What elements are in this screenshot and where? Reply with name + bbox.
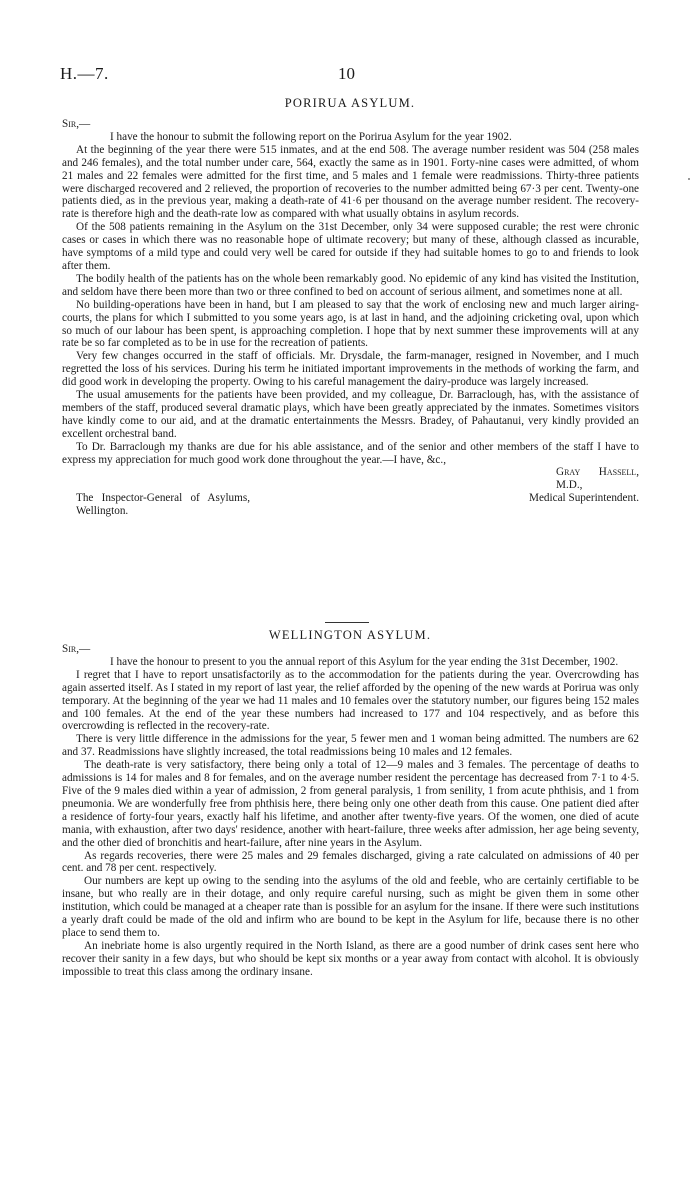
porirua-paragraph: Of the 508 patients remaining in the Asylum on the 31st December, only 34 were supposed curable; the rest were chronic cases or cases in which there was no reasonable hope of ultimate recovery; but many of these, although classed as incurable, have symptoms of a mild type and could very well be cared for outside if they had suitable homes to go to and friends to look after them. xyxy=(62,221,639,272)
porirua-paragraph: At the beginning of the year there were 515 inmates, and at the end 508. The average number resident was 504 (258 males and 246 females), and the total number under care, 564, exactly the same as in 1901. Forty-nine cases were admitted, of whom 21 males and 22 females were admitted for the first time, and 5 males and 1 female were readmissions. Thirty-three patients were discharged recovered and 2 relieved, the proportion of recoveries to the number admitted being 67·3 per cent. Twenty-one patients died, as in the previous year, making a death-rate of 41·6 per thousand on the average number resident. The recovery-rate is therefore high and the death-rate low as compared with what usually obtains in asylum records. xyxy=(62,143,639,221)
porirua-salutation: Sir,— xyxy=(62,118,91,130)
porirua-signature-block xyxy=(62,466,639,518)
wellington-paragraph: I regret that I have to report unsatisfactorily as to the accommodation for the patients during the year. Overcrowding has again asserted itself. As I stated in my report of last year, the relief afforded by the opening of the new wards at Porirua was only temporary. At the beginning of the year we had 11 males and 10 females over the statutory number, our figures being 152 males and 100 females. At the end of the year these numbers had increased to 177 and 104 respectively, and as before this overcrowding is reflected in the recovery-rate. xyxy=(62,668,639,733)
porirua-paragraph: Very few changes occurred in the staff of officials. Mr. Drysdale, the farm-manager, resigned in November, and I much regretted the loss of his services. During his term he initiated important improvements in the methods of working the farm, and did good work in developing the property. Owing to his careful management the dairy-produce was largely increased. xyxy=(62,350,639,389)
signatory-title: Medical Superintendent. xyxy=(529,492,639,505)
addressee: The Inspector-General of Asylums, Wellington. xyxy=(76,492,251,518)
porirua-title: PORIRUA ASYLUM. xyxy=(284,96,416,110)
wellington-paragraph: As regards recoveries, there were 25 males and 29 females discharged, giving a rate calculated on admissions of 40 per cent. and 78 per cent. respectively. xyxy=(62,849,639,875)
section-divider xyxy=(325,622,369,623)
scan-speck xyxy=(688,178,690,180)
porirua-paragraph: To Dr. Barraclough my thanks are due for his able assistance, and of the senior and other members of the staff I have to express my appreciation for much good work done throughout the year.—I have, &c., xyxy=(62,440,639,466)
page-number: 10 xyxy=(338,64,355,83)
porirua-paragraph: No building-operations have been in hand, but I am pleased to say that the work of enclosing new and much larger airing-courts, the plans for which I submitted to you some years ago, is at last in hand, and the adjoining cricketing oval, upon which so much of our labour has been spent, is approaching completion. I hope that by next summer these improvements will at any rate be so far completed as to be in use for the recreation of patients. xyxy=(62,298,639,350)
wellington-paragraph: Our numbers are kept up owing to the sending into the asylums of the old and feeble, who are certainly certifiable to be insane, but who really are in their dotage, and only require careful nursing, such as might be given them in some other institution, which could be managed at a cheaper rate than is possible for an asylum for the insane. If there were such institutions a yearly draft could be made of the old and infirm who are bound to be kept in the Asylum for life, because there is no other place to send them to. xyxy=(62,875,639,939)
wellington-paragraph: An inebriate home is also urgently required in the North Island, as there are a good number of drink cases sent here who recover their sanity in a few days, but who should be kept six months or a year away from contact with alcohol. It is obviously impossible to treat this class among the ordinary insane. xyxy=(62,939,639,978)
wellington-paragraph: The death-rate is very satisfactory, there being only a total of 12—9 males and 3 females. The percentage of deaths to admissions is 14 for males and 8 for females, and on the average number resident the percentage has decreased from 7·1 to 4·5. Five of the 9 males died within a year of admission, 2 from general paralysis, 1 from senility, 1 from acute phthisis, and 1 from pneumonia. We are wonderfully free from phthisis here, there being only one other death from this cause. One patient died after a residence of forty-four years, exactly half his lifetime, and another after twenty-five years. Of the women, one died of acute mania, with exhaustion, after two days' residence, another with heart-failure, three weeks after admission, her age being seventy, and the other died of bronchitis and heart-failure, after nine years in the Asylum. xyxy=(62,759,639,849)
wellington-title: WELLINGTON ASYLUM. xyxy=(268,628,432,642)
wellington-salutation: Sir,— xyxy=(62,643,91,655)
wellington-paragraph: I have the honour to present to you the annual report of this Asylum for the year ending the 31st December, 1902. xyxy=(110,655,619,668)
porirua-paragraph: The bodily health of the patients has on the whole been remarkably good. No epidemic of any kind has visited the Institution, and seldom have there been more than two or three confined to bed on account of serious ailment, and sometimes none at all. xyxy=(62,272,639,298)
signatory-name: Gray Hassell, M.D., xyxy=(556,466,639,492)
porirua-paragraph: I have the honour to submit the following report on the Porirua Asylum for the year 1902. xyxy=(110,130,512,143)
porirua-paragraph: The usual amusements for the patients have been provided, and my colleague, Dr. Barraclough, has, with the assistance of members of the staff, produced several dramatic plays, which have been greatly appreciated by the inmates. Sometimes visitors have kindly come to our aid, and at the dramatic entertainments the Messrs. Bradey, of Pahautanui, very kindly provided an excellent orchestral band. xyxy=(62,389,639,440)
porirua-report xyxy=(62,118,639,518)
report-reference: H.—7. xyxy=(60,64,109,83)
wellington-report xyxy=(62,643,639,979)
wellington-paragraph: There is very little difference in the admissions for the year, 5 fewer men and 1 woman being admitted. The numbers are 62 and 37. Readmissions have slightly increased, the total readmissions being 10 males and 12 females. xyxy=(62,733,639,759)
